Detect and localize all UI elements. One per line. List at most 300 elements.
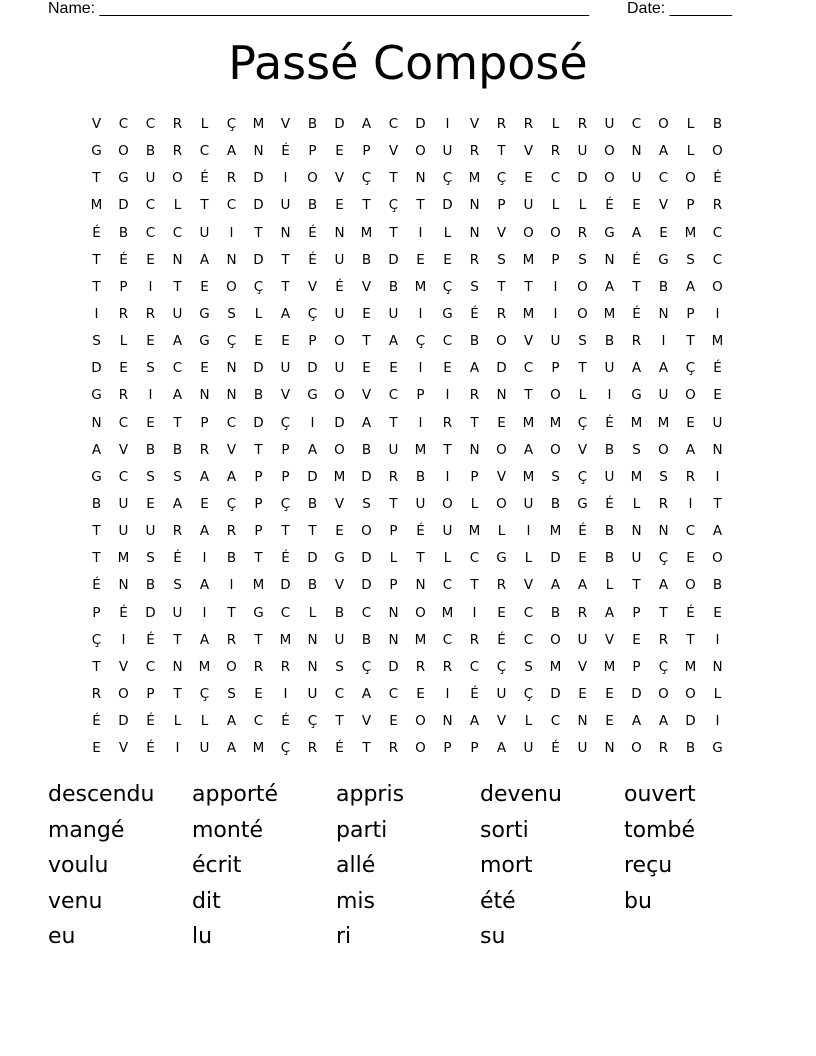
grid-letter: U [388,305,399,322]
grid-letter: M [522,468,535,485]
grid-letter: A [280,305,291,322]
grid-letter: O [550,387,561,404]
grid-letter: M [333,468,346,485]
grid-letter: S [227,685,236,702]
grid-letter: T [335,713,344,730]
grid-letter: E [146,495,155,512]
grid-letter: L [308,604,317,621]
grid-letter: M [252,577,265,594]
grid-letter: I [202,550,207,567]
word-bank-item: eu [48,924,76,950]
grid-letter: I [418,305,423,322]
grid-letter: E [578,550,587,567]
grid-letter: É [713,360,722,377]
grid-letter: N [172,251,183,268]
grid-letter: N [604,251,615,268]
grid-letter: G [91,387,102,404]
grid-letter: U [199,740,210,757]
grid-letter: N [631,143,642,160]
grid-letter: R [118,305,129,322]
grid-letter: O [226,658,237,675]
grid-letter: P [632,604,641,621]
grid-letter: R [631,333,642,350]
grid-letter: M [90,197,103,214]
grid-letter: É [281,713,290,730]
grid-letter: M [252,116,265,132]
grid-letter: É [605,495,614,512]
grid-letter: C [712,251,723,268]
grid-letter: C [361,604,372,621]
grid-letter: O [307,170,318,187]
grid-letter: O [712,143,723,160]
grid-letter: N [307,658,318,675]
grid-letter: T [200,197,209,214]
grid-letter: L [470,495,479,512]
grid-letter: N [469,441,480,458]
grid-letter: U [523,495,534,512]
grid-letter: A [199,251,210,268]
grid-letter: E [281,333,290,350]
grid-letter: T [416,550,425,567]
grid-letter: V [523,333,534,350]
grid-letter: D [442,197,453,214]
grid-letter: S [173,577,182,594]
grid-letter: U [415,495,426,512]
grid-letter: U [199,224,210,241]
grid-letter: B [145,143,156,160]
grid-letter: C [226,414,237,431]
grid-letter: T [362,197,371,214]
grid-letter: É [605,197,614,214]
grid-letter: D [307,360,318,377]
grid-letter: P [254,523,263,540]
word-bank-item: ouvert [624,782,696,807]
grid-letter: N [172,658,183,675]
word-bank-item: dit [192,888,221,914]
grid-letter: B [550,495,561,512]
grid-letter: B [658,278,669,295]
grid-letter: P [551,360,560,377]
grid-letter: I [715,631,720,648]
grid-letter: A [307,441,318,458]
grid-letter: É [416,523,425,540]
grid-letter: L [173,197,182,214]
grid-letter: N [712,658,723,675]
grid-letter: O [496,333,507,350]
grid-letter: T [524,387,533,404]
grid-letter: S [551,468,560,485]
grid-letter: C [523,604,534,621]
grid-letter: A [631,224,642,241]
grid-letter: T [686,631,695,648]
grid-letter: O [334,387,345,404]
grid-letter: B [685,740,696,757]
grid-letter: É [92,577,101,594]
word-bank-item: lu [192,924,213,950]
grid-letter: Ç [496,658,507,675]
word-bank-item: reçu [624,853,673,879]
grid-letter: O [334,441,345,458]
grid-letter: U [496,685,507,702]
grid-letter: T [632,577,641,594]
grid-letter: B [91,495,102,512]
grid-letter: U [604,360,615,377]
grid-letter: U [145,170,156,187]
grid-letter: T [254,224,263,241]
grid-letter: I [121,631,126,648]
grid-letter: C [118,414,129,431]
grid-letter: T [659,604,668,621]
grid-letter: É [308,251,317,268]
grid-letter: U [604,468,615,485]
grid-letter: O [577,278,588,295]
word-bank-item: ri [336,924,352,950]
grid-letter: D [361,577,372,594]
grid-letter: A [172,387,183,404]
grid-letter: P [281,441,290,458]
grid-letter: C [442,577,453,594]
grid-letter: P [146,685,155,702]
grid-letter: Ç [226,333,237,350]
grid-letter: I [445,116,450,132]
grid-letter: E [146,251,155,268]
grid-letter: R [226,631,237,648]
grid-letter: G [307,387,318,404]
grid-letter: O [118,143,129,160]
grid-letter: E [389,360,398,377]
grid-letter: C [523,360,534,377]
grid-letter: L [578,197,587,214]
grid-letter: Ç [280,414,291,431]
grid-letter: I [445,468,450,485]
grid-letter: M [603,305,616,322]
grid-letter: V [361,387,372,404]
grid-letter: S [146,468,155,485]
grid-letter: É [281,143,290,160]
grid-letter: M [603,658,616,675]
grid-letter: C [658,170,669,187]
grid-letter: B [253,387,264,404]
grid-letter: S [578,333,587,350]
grid-letter: T [254,441,263,458]
grid-letter: B [145,577,156,594]
grid-letter: L [551,197,560,214]
grid-letter: B [334,604,345,621]
grid-letter: V [361,713,372,730]
grid-letter: P [389,523,398,540]
grid-letter: M [684,224,697,241]
grid-letter: E [362,360,371,377]
grid-letter: O [685,577,696,594]
grid-letter: A [469,360,480,377]
grid-letter: S [335,658,344,675]
grid-letter: D [253,197,264,214]
grid-letter: Ç [388,197,399,214]
grid-letter: C [145,658,156,675]
grid-letter: I [607,387,612,404]
grid-letter: O [496,441,507,458]
grid-letter: G [91,143,102,160]
grid-letter: C [145,224,156,241]
grid-letter: G [118,170,129,187]
name-date-line [48,0,732,22]
grid-letter: E [335,523,344,540]
grid-letter: R [307,740,318,757]
grid-letter: A [172,495,183,512]
grid-letter: A [658,577,669,594]
grid-letter: M [630,414,643,431]
grid-letter: R [577,116,588,132]
word-bank-item: tombé [624,817,696,843]
grid-letter: A [388,333,399,350]
grid-letter: É [686,604,695,621]
grid-letter: O [712,278,723,295]
grid-letter: M [414,441,427,458]
grid-letter: M [630,468,643,485]
word-bank-item: parti [336,817,388,843]
grid-letter: N [334,224,345,241]
grid-letter: D [550,685,561,702]
grid-letter: T [362,740,371,757]
grid-letter: B [604,550,615,567]
grid-letter: A [361,116,372,132]
grid-letter: E [524,170,533,187]
grid-letter: D [118,197,129,214]
grid-letter: T [686,333,695,350]
grid-letter: M [414,278,427,295]
grid-letter: Ç [226,116,237,132]
grid-letter: P [119,278,128,295]
grid-letter: U [577,631,588,648]
grid-letter: A [199,577,210,594]
grid-letter: N [469,224,480,241]
grid-letter: P [551,251,560,268]
grid-letter: N [280,224,291,241]
grid-letter: Ç [361,170,372,187]
grid-letter: T [578,360,587,377]
grid-letter: R [118,387,129,404]
grid-letter: Ç [658,658,669,675]
grid-letter: A [631,360,642,377]
grid-letter: I [553,305,558,322]
grid-letter: G [253,604,264,621]
grid-letter: R [442,658,453,675]
grid-letter: L [497,523,506,540]
grid-letter: E [443,251,452,268]
grid-letter: B [307,116,318,132]
grid-letter: D [685,713,696,730]
grid-letter: R [658,740,669,757]
grid-letter: A [199,631,210,648]
grid-letter: Ç [361,658,372,675]
grid-letter: E [605,685,614,702]
grid-letter: C [172,224,183,241]
grid-letter: V [523,577,534,594]
grid-letter: U [334,631,345,648]
grid-letter: P [497,197,506,214]
grid-letter: T [92,550,101,567]
grid-letter: I [283,170,288,187]
grid-letter: M [549,523,562,540]
grid-letter: U [442,143,453,160]
grid-letter: É [119,604,128,621]
grid-letter: T [173,631,182,648]
grid-letter: D [280,577,291,594]
grid-letter: N [712,441,723,458]
grid-letter: L [524,550,533,567]
grid-letter: É [281,550,290,567]
grid-letter: O [685,387,696,404]
grid-letter: E [146,333,155,350]
grid-letter: O [172,170,183,187]
grid-letter: L [443,550,452,567]
grid-letter: S [92,333,101,350]
grid-letter: M [360,224,373,241]
grid-letter: E [713,387,722,404]
grid-letter: S [362,495,371,512]
word-bank-item: voulu [48,853,109,879]
grid-letter: B [712,116,723,132]
grid-letter: E [200,278,209,295]
grid-letter: É [497,631,506,648]
grid-letter: M [279,631,292,648]
grid-letter: É [119,251,128,268]
grid-letter: C [388,116,399,132]
grid-letter: O [496,495,507,512]
grid-letter: E [686,414,695,431]
grid-letter: A [226,713,237,730]
word-bank-item: devenu [480,782,562,807]
grid-letter: P [470,740,479,757]
grid-letter: T [389,224,398,241]
grid-letter: P [686,197,695,214]
grid-letter: É [308,224,317,241]
grid-letter: O [658,685,669,702]
grid-letter: A [658,360,669,377]
grid-letter: V [496,468,507,485]
grid-letter: O [550,224,561,241]
grid-letter: É [335,740,344,757]
grid-letter: V [496,713,507,730]
grid-letter: L [686,143,695,160]
grid-letter: T [713,495,722,512]
grid-letter: P [443,740,452,757]
grid-letter: V [658,197,669,214]
grid-letter: U [442,523,453,540]
grid-letter: N [415,170,426,187]
grid-letter: S [227,305,236,322]
grid-letter: V [280,387,291,404]
grid-letter: E [362,305,371,322]
grid-letter: O [415,604,426,621]
grid-letter: B [145,441,156,458]
grid-letter: L [200,713,209,730]
grid-letter: É [470,305,479,322]
grid-letter: P [254,495,263,512]
grid-letter: D [631,685,642,702]
grid-letter: R [496,305,507,322]
grid-letter: R [172,143,183,160]
grid-letter: B [118,224,129,241]
grid-letter: V [118,441,129,458]
grid-letter: U [523,740,534,757]
grid-letter: G [91,468,102,485]
grid-letter: D [145,604,156,621]
grid-letter: L [524,713,533,730]
grid-letter: B [361,441,372,458]
grid-letter: S [470,278,479,295]
grid-letter: É [146,713,155,730]
grid-letter: R [172,116,183,132]
grid-letter: S [632,441,641,458]
grid-letter: A [577,577,588,594]
grid-letter: D [91,360,102,377]
grid-letter: T [389,495,398,512]
word-bank-item: bu [624,888,652,914]
grid-letter: N [388,631,399,648]
grid-letter: U [523,197,534,214]
grid-letter: I [715,305,720,322]
grid-letter: M [522,305,535,322]
word-bank-item: venu [48,888,103,914]
grid-letter: U [172,305,183,322]
word-bank-item: été [480,888,516,914]
grid-letter: M [522,251,535,268]
word-bank-item: mis [336,888,376,914]
grid-letter: O [604,170,615,187]
grid-letter: E [686,550,695,567]
grid-letter: Ç [523,685,534,702]
grid-letter: T [470,577,479,594]
grid-letter: A [604,278,615,295]
grid-letter: P [632,658,641,675]
grid-letter: R [577,604,588,621]
grid-letter: U [334,251,345,268]
grid-letter: C [550,170,561,187]
name-field-label: Name: _______________________________________________________ [48,0,589,17]
grid-letter: Ç [307,305,318,322]
grid-letter: T [227,604,236,621]
grid-letter: N [658,523,669,540]
word-bank-item: su [480,924,506,950]
grid-letter: P [200,414,209,431]
grid-letter: O [523,224,534,241]
grid-letter: Ç [280,495,291,512]
grid-letter: T [254,631,263,648]
grid-letter: U [172,604,183,621]
grid-letter: B [307,577,318,594]
grid-letter: O [415,740,426,757]
grid-letter: S [659,468,668,485]
grid-letter: C [145,116,156,132]
word-search-grid [83,116,731,767]
grid-letter: A [226,740,237,757]
grid-letter: O [685,170,696,187]
grid-letter: R [388,740,399,757]
grid-letter: M [522,414,535,431]
grid-letter: U [334,305,345,322]
grid-letter: Ç [280,740,291,757]
grid-letter: D [118,713,129,730]
grid-letter: N [226,387,237,404]
grid-letter: M [468,523,481,540]
grid-letter: T [281,251,290,268]
grid-letter: N [658,305,669,322]
grid-letter: N [388,604,399,621]
grid-letter: N [469,197,480,214]
grid-letter: Ç [307,713,318,730]
grid-letter: C [118,468,129,485]
